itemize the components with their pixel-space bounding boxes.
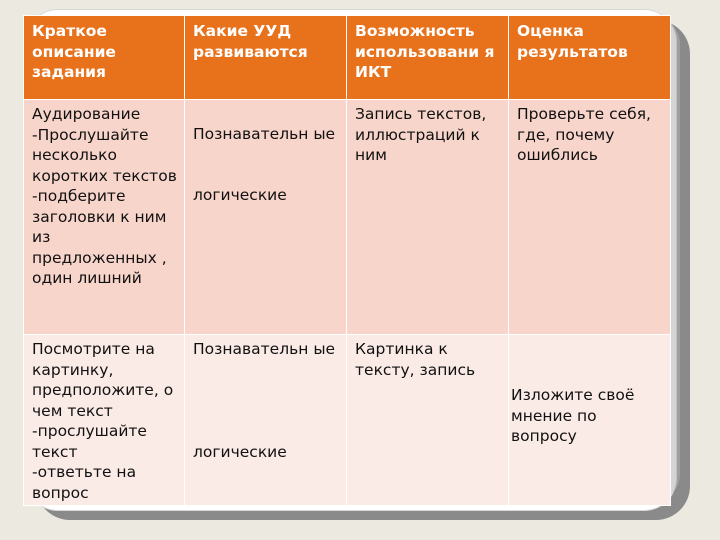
task-cell (24, 335, 185, 506)
uud-cognitive: Познавательн ые (193, 340, 336, 358)
task-cell (24, 100, 185, 335)
table-row (24, 335, 671, 506)
ikt-cell (347, 335, 509, 506)
task-text: Посмотрите на картинку, предположите, о чем текст -прослушайте текст -ответьте на вопрос (32, 340, 174, 502)
evaluation-cell (509, 335, 671, 506)
evaluation-text: Проверьте себя, где, почему ошиблись (517, 105, 651, 164)
header-evaluation: Оценка результатов (509, 16, 671, 100)
uud-cell (185, 100, 347, 335)
header-uud: Какие УУД развиваются (185, 16, 347, 100)
task-text: Аудирование -Прослушайте несколько коротких текстов -подберите заголовки к ним из предложенных , один лишний (32, 105, 177, 287)
evaluation-cell (509, 100, 671, 335)
header-row (24, 16, 671, 100)
header-ikt: Возможность использовани я ИКТ (347, 16, 509, 100)
ikt-text: Запись текстов, иллюстраций к ним (355, 105, 487, 164)
lesson-table (23, 15, 671, 506)
evaluation-text: Изложите своё мнение по вопросу (511, 386, 635, 445)
ikt-cell (347, 100, 509, 335)
header-task: Краткое описание задания (24, 16, 185, 100)
uud-logical: логические (193, 442, 287, 461)
uud-logical: логические (193, 185, 287, 204)
ikt-text: Картинка к тексту, запись (355, 340, 476, 379)
uud-cell (185, 335, 347, 506)
uud-cognitive: Познавательн ые (193, 125, 336, 143)
table-row (24, 100, 671, 335)
